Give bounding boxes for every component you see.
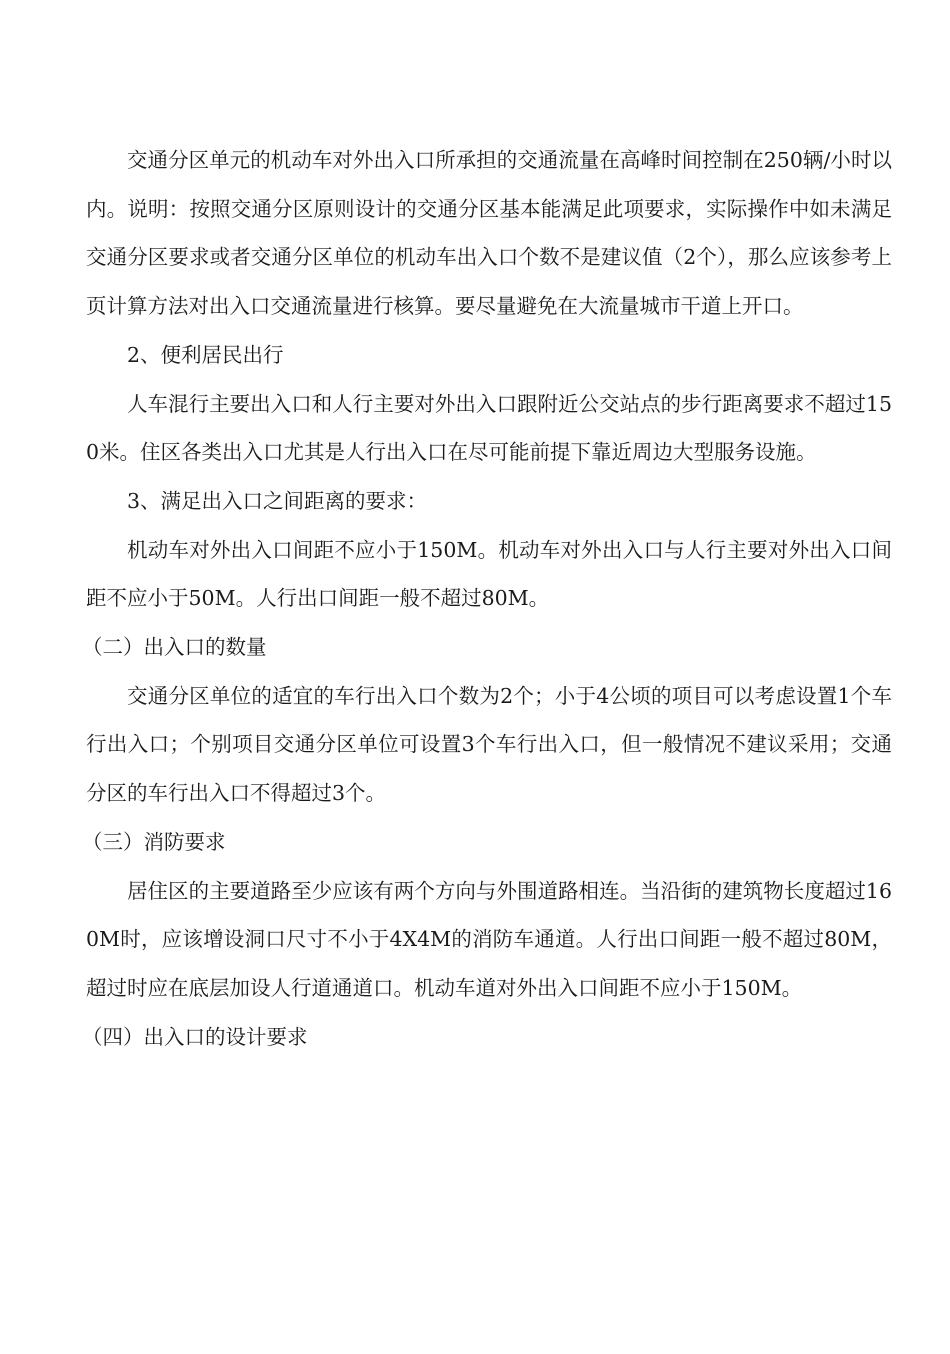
heading-entrance-count: （二）出入口的数量 — [82, 635, 267, 660]
paragraph-fire-protection: 居住区的主要道路至少应该有两个方向与外围道路相连。当沿街的建筑物长度超过160M时，应该增设洞口尺寸不小于4X4M的消防车通道。人行出口间距一般不超过80M，超过时应在底层加设人行道通道口。机动车道对外出入口间距不应小于150M。 — [86, 878, 892, 1000]
paragraph-entrance-count: 交通分区单位的适宜的车行出入口个数为2个；小于4公顷的项目可以考虑设置1个车行出入口；个别项目交通分区单位可设置3个车行出入口，但一般情况不建议采用；交通分区的车行出入口不得超过3个。 — [86, 683, 892, 806]
section-convenient-travel: 2、便利居民出行 — [127, 342, 284, 367]
paragraph-traffic-flow: 交通分区单元的机动车对外出入口所承担的交通流量在高峰时间控制在250辆/小时以内。说明：按照交通分区原则设计的交通分区基本能满足此项要求，实际操作中如未满足交通分区要求或者交通分区单位的机动车出入口个数不是建议值（2个），那么应该参考上页计算方法对出入口交通流量进行核算。要尽量避免在大流量城市干道上开口。 — [86, 148, 892, 319]
heading-design-requirements: （四）出入口的设计要求 — [82, 1024, 308, 1049]
heading-fire-protection: （三）消防要求 — [82, 829, 226, 854]
paragraph-bus-distance: 人车混行主要出入口和人行主要对外出入口跟附近公交站点的步行距离要求不超过150米。住区各类出入口尤其是人行出入口在尽可能前提下靠近周边大型服务设施。 — [86, 391, 892, 465]
paragraph-entrance-spacing: 机动车对外出入口间距不应小于150M。机动车对外出入口与人行主要对外出入口间距不应小于50M。人行出口间距一般不超过80M。 — [86, 537, 892, 611]
section-entrance-spacing: 3、满足出入口之间距离的要求： — [127, 488, 428, 513]
document-page — [82, 136, 892, 1061]
